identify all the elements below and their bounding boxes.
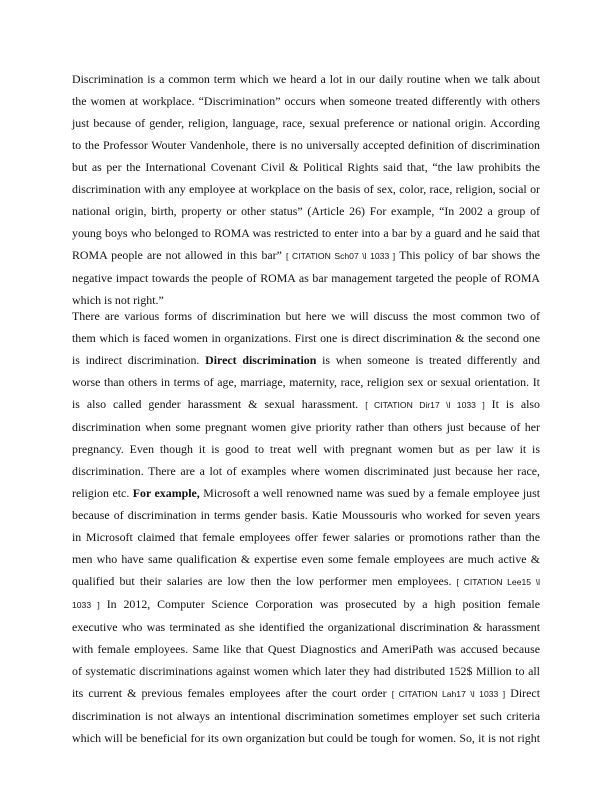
text-line: worse than others in terms of age, marriage, maternity, race, religion sex or sexual orientation. It bbox=[72, 375, 540, 389]
citation-field: [ CITATION Sch07 \l 1033 ] bbox=[286, 251, 396, 261]
text-segment: Direct bbox=[505, 686, 540, 700]
text-line bbox=[72, 393, 540, 416]
bold-term: Direct discrimination bbox=[205, 353, 317, 367]
text-line: discrimination. There are a lot of examples where women discriminated just because her race, bbox=[72, 464, 540, 478]
text-line: pregnancy. Even though it is good to treat well with pregnant women but as per law it is bbox=[72, 442, 540, 456]
text-line: discrimination is not always an intentional discrimination sometimes employer set such criteria bbox=[72, 709, 540, 723]
text-line bbox=[72, 682, 540, 705]
text-line: but as per the International Covenant Civil & Political Rights said that, “the law prohibits the bbox=[72, 160, 540, 174]
text-segment: religion etc. bbox=[72, 486, 133, 500]
text-line bbox=[72, 570, 540, 593]
text-line bbox=[72, 349, 540, 371]
text-segment: its current & previous females employees after the court order bbox=[72, 686, 392, 700]
citation-field: [ CITATION Dir17 \l 1033 ] bbox=[365, 400, 485, 410]
text-segment: is also called gender harassment & sexual harassment. bbox=[72, 397, 366, 411]
text-segment: ROMA people are not allowed in this bar” bbox=[72, 248, 287, 262]
text-line: There are various forms of discrimination but here we will discuss the most common two of bbox=[72, 309, 540, 323]
citation-field: [ CITATION Lah17 \l 1033 ] bbox=[391, 689, 506, 699]
text-segment: In 2012, Computer Science Corporation was prosecuted by a high position female bbox=[99, 597, 540, 611]
text-line: to the Professor Wouter Vandenhole, there is no universally accepted definition of discrimination bbox=[72, 138, 540, 152]
text-line bbox=[72, 482, 540, 504]
text-line bbox=[72, 593, 540, 616]
text-line: discrimination with any employee at workplace on the basis of sex, color, race, religion, social or bbox=[72, 182, 540, 196]
text-segment: It is also bbox=[484, 397, 540, 411]
text-line bbox=[72, 244, 540, 267]
text-line: just because of gender, religion, language, race, sexual preference or national origin. According bbox=[72, 116, 540, 130]
text-line: national origin, birth, property or other status” (Article 26) For example, “In 2002 a group of bbox=[72, 204, 540, 218]
citation-field: 1033 ] bbox=[72, 600, 100, 610]
text-line: young boys who belonged to ROMA was restricted to enter into a bar by a guard and he said that bbox=[72, 226, 540, 240]
text-line: executive who was terminated as she identified the organizational discrimination & harassment bbox=[72, 620, 540, 634]
text-line: discrimination when some pregnant women give priority rather than others just because of her bbox=[72, 420, 540, 434]
text-line: Discrimination is a common term which we heard a lot in our daily routine when we talk about bbox=[72, 72, 540, 86]
text-segment: qualified but their salaries are low then the low performer men employees. bbox=[72, 574, 457, 588]
citation-field: [ CITATION Lee15 \l bbox=[456, 577, 540, 587]
paragraph-2 bbox=[72, 305, 540, 749]
text-segment: is when someone is treated differently and bbox=[316, 353, 540, 367]
text-line: in Microsoft claimed that female employees offer fewer salaries or promotions rather than the bbox=[72, 530, 540, 544]
paragraph-1 bbox=[72, 68, 540, 311]
text-line: negative impact towards the people of ROMA as bar management targeted the people of ROMA bbox=[72, 271, 540, 285]
text-line: which is not right.” bbox=[72, 293, 164, 307]
text-line: because of discrimination in terms gender basis. Katie Moussouris who worked for seven years bbox=[72, 508, 540, 522]
text-line: with female employees. Same like that Quest Diagnostics and AmeriPath was accused because bbox=[72, 642, 540, 656]
text-line: them which is faced women in organizations. First one is direct discrimination & the second one bbox=[72, 331, 540, 345]
text-line: the women at workplace. “Discrimination” occurs when someone treated differently with others bbox=[72, 94, 540, 108]
text-line: which will be beneficial for its own organization but could be tough for women. So, it is not right bbox=[72, 731, 540, 745]
text-line: of systematic discriminations against women which later they had distributed 152$ Million to all bbox=[72, 664, 540, 678]
text-segment: is indirect discrimination. bbox=[72, 353, 206, 367]
text-segment: This policy of bar shows the bbox=[395, 248, 540, 262]
text-line: men who have same qualification & expertise even some female employees are much active & bbox=[72, 552, 540, 566]
text-segment: Microsoft a well renowned name was sued by a female employee just bbox=[199, 486, 541, 500]
bold-term: For example, bbox=[132, 486, 200, 500]
